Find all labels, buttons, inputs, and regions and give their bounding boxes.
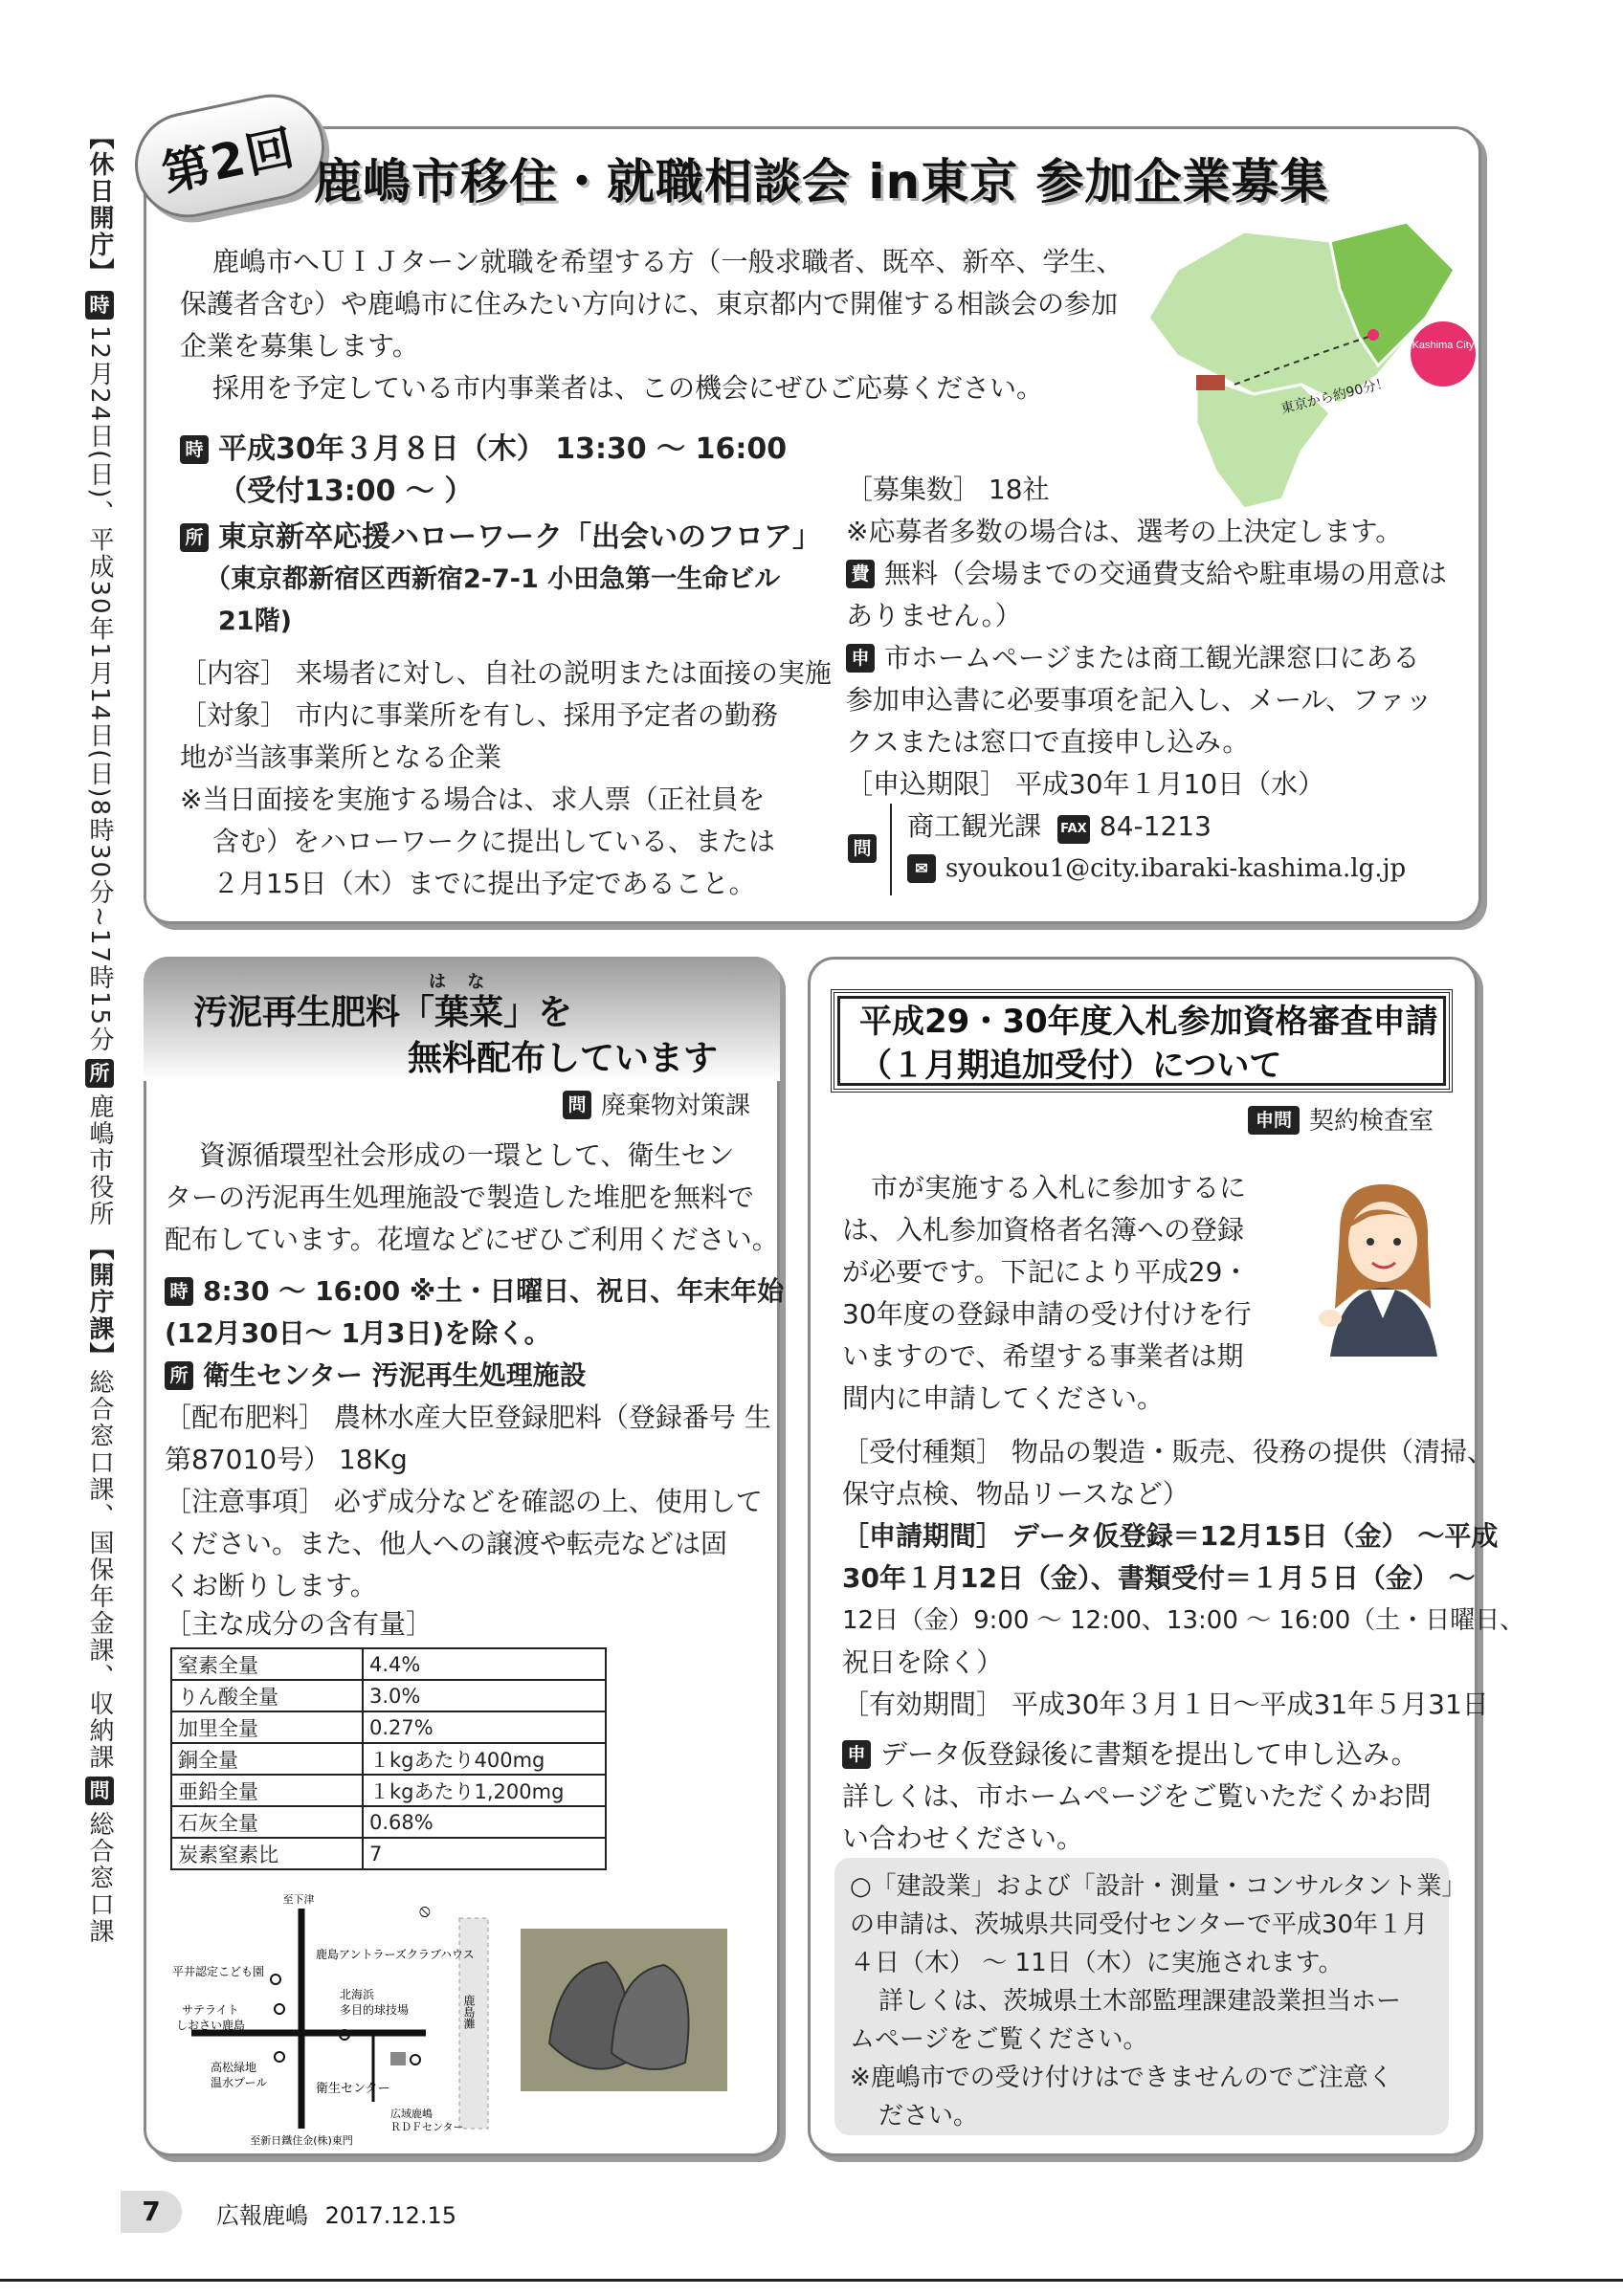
- bid-title-2: （１月期追加受付）について: [859, 1047, 1282, 1085]
- side-open-label: 【休日開庁】: [85, 124, 114, 285]
- table-row: [171, 1838, 606, 1869]
- map-bottom-label: 至新日鐵住金(株)東門: [250, 2134, 353, 2147]
- bid-apply-2: 詳しくは、市ホームページをご覧いただくかお問: [842, 1780, 1432, 1812]
- side-place-text: 鹿嶋市役所: [85, 1093, 114, 1228]
- bid-body-6: 間内に申請してください。: [842, 1382, 1165, 1414]
- table-cell: 4.4%: [363, 1648, 606, 1680]
- consult-deadline: ［申込期限］ 平成30年１月10日（水）: [846, 768, 1325, 800]
- email-icon: ✉: [907, 854, 936, 883]
- table-cell: １kgあたり1,200mg: [363, 1775, 606, 1806]
- sludge-time-2: (12月30日～ 1月3日)を除く。: [165, 1317, 551, 1349]
- table-cell: 加里全量: [171, 1711, 363, 1743]
- sludge-time-row: [165, 1270, 784, 1313]
- table-cell: 銅全量: [171, 1743, 363, 1775]
- side-time-text: 12月24日(日)、平成30年1月14日(日)8時30分~17時15分: [85, 325, 114, 1054]
- sludge-fert-1: ［配布肥料］ 農林水産大臣登録肥料（登録番号 生: [165, 1402, 771, 1433]
- consult-inquiry-tag: 問: [848, 834, 877, 863]
- consult-intro-4: 採用を予定している市内事業者は、この機会にぜひご応募ください。: [212, 372, 1044, 404]
- consult-address-1: （東京都新宿区西新宿2-7-1 小田急第一生命ビル: [205, 564, 781, 594]
- fee-tag: 費: [846, 560, 875, 588]
- sludge-body-3: 配布しています。花壇などにぜひご利用ください。: [165, 1224, 779, 1255]
- consult-intro-3: 企業を募集します。: [180, 330, 419, 362]
- consult-note-1: ※当日面接を実施する場合は、求人票（正社員を: [180, 784, 766, 815]
- table-cell: 0.27%: [363, 1711, 606, 1743]
- consult-fee-1: 無料（会場までの交通費支給や駐車場の用意は: [884, 558, 1448, 589]
- map-time-label: 東京から約90分！: [1279, 375, 1391, 417]
- map-club: 鹿島アントラーズクラブハウス: [316, 1948, 475, 1961]
- consult-content: ［内容］ 来場者に対し、自社の説明または面接の実施: [180, 657, 832, 689]
- table-cell: 窒素全量: [171, 1648, 363, 1680]
- bid-body-5: いますので、希望する事業者は期: [842, 1340, 1244, 1372]
- bid-apply-tag: 申: [842, 1740, 871, 1769]
- bid-apply-1: データ仮登録後に書類を提出して申し込み。: [880, 1738, 1418, 1770]
- side-dept-label: 【開庁課】: [85, 1235, 114, 1370]
- map-rdf-2: ＲＤＦセンター: [390, 2121, 464, 2133]
- apply-tag: 申: [846, 644, 875, 673]
- side-column: [80, 124, 119, 1945]
- side-inquiry-tag: 問: [85, 1777, 114, 1805]
- bid-note-5: ムページをご覧ください。: [850, 2025, 1148, 2054]
- consult-venue-row: [180, 517, 821, 559]
- table-cell: 亜鉛全量: [171, 1775, 363, 1806]
- bid-note-4: 詳しくは、茨城県土木部監理課建設業担当ホー: [878, 1987, 1402, 2016]
- bid-period-1: ［申請期間］ データ仮登録＝12月15日（金） ～平成: [842, 1520, 1499, 1552]
- bid-apply-row: [842, 1733, 1418, 1776]
- consult-badge: 第2回: [157, 119, 301, 202]
- table-cell: 0.68%: [363, 1806, 606, 1838]
- table-row: [171, 1775, 606, 1806]
- map-pool-2: 温水プール: [211, 2076, 268, 2089]
- consult-venue: 東京新卒応援ハローワーク「出会いのフロア」: [218, 520, 821, 554]
- route-map: [172, 1889, 498, 2148]
- side-inquiry-text: 総合窓口課: [85, 1811, 114, 1946]
- map-sea: 鹿島灘: [462, 1995, 476, 2029]
- table-row: [171, 1806, 606, 1838]
- sludge-time-1: 8:30 ～ 16:00 ※土・日曜日、祝日、年末年始: [203, 1275, 785, 1307]
- sludge-inquiry-dept: 廃棄物対策課: [601, 1092, 751, 1120]
- map-city-label: Kashima City: [1412, 340, 1475, 351]
- bid-period-4: 祝日を除く）: [842, 1646, 1004, 1678]
- table-cell: 7: [363, 1838, 606, 1869]
- staff-illustration: [1311, 1175, 1455, 1357]
- sludge-title-1: 汚泥再生肥料「葉菜」を: [193, 993, 573, 1032]
- table-cell: 3.0%: [363, 1680, 606, 1711]
- sludge-ruby: は な: [429, 972, 493, 992]
- bid-inquiry-tag: 申問: [1248, 1106, 1300, 1135]
- consult-apply-row: [846, 637, 1419, 679]
- consult-apply-2: 参加申込書に必要事項を記入し、メール、ファッ: [846, 684, 1433, 716]
- consult-note-3: ２月15日（木）までに提出予定であること。: [212, 868, 756, 899]
- sludge-time-tag: 時: [165, 1277, 193, 1306]
- consult-email-line: [907, 848, 1406, 890]
- bid-note-2: の申請は、茨城県共同受付センターで平成30年１月: [850, 1910, 1429, 1939]
- sludge-body-2: ターの汚泥再生処理施設で製造した堆肥を無料で: [165, 1181, 755, 1213]
- bid-note-6: ※鹿嶋市での受け付けはできませんのでご注意く: [850, 2064, 1393, 2092]
- sludge-caution-1: ［注意事項］ 必ず成分などを確認の上、使用して: [165, 1486, 763, 1517]
- map-field-2: 多目的球技場: [340, 2003, 410, 2017]
- component-table: [170, 1647, 607, 1870]
- side-dept-text: 総合窓口課、国保年金課、収納課: [85, 1369, 114, 1772]
- consult-target-1: ［対象］ 市内に事業所を有し、採用予定者の勤務: [180, 699, 778, 731]
- sludge-place: 衛生センター 汚泥再生処理施設: [203, 1359, 587, 1391]
- bid-type-2: 保守点検、物品リースなど）: [842, 1478, 1189, 1510]
- map-center: 衛生センター: [316, 2082, 390, 2096]
- fax-icon: FAX: [1057, 815, 1090, 844]
- sludge-title-2: 無料配布しています: [408, 1039, 719, 1078]
- consult-address-2: 21階): [218, 607, 292, 636]
- consult-date-row: [180, 429, 787, 471]
- bid-inquiry-dept: 契約検査室: [1309, 1107, 1434, 1136]
- bid-note-3: ４日（木） ～ 11日（木）に実施されます。: [850, 1949, 1344, 1977]
- consult-note-2: 含む）をハローワークに提出している、または: [212, 826, 776, 857]
- bid-body-3: が必要です。下記により平成29・: [842, 1256, 1250, 1288]
- bid-type-1: ［受付種類］ 物品の製造・販売、役務の提供（清掃、: [842, 1436, 1494, 1468]
- map-top-label: 至下津: [282, 1893, 315, 1906]
- sludge-body-1: 資源循環型社会形成の一環として、衛生セン: [199, 1139, 735, 1171]
- inquiry-divider: [890, 804, 892, 895]
- sludge-table-title: ［主な成分の含有量］: [165, 1608, 434, 1640]
- svg-text:⦸: ⦸: [419, 1901, 431, 1921]
- map-satellite-1: サテライト: [182, 2003, 239, 2017]
- consult-fax: 84-1213: [1099, 810, 1212, 842]
- sludge-fert-2: 第87010号） 18Kg: [165, 1444, 408, 1475]
- table-row: [171, 1743, 606, 1775]
- consult-title: 鹿嶋市移住・就職相談会 in東京 参加企業募集: [314, 154, 1329, 210]
- consult-fee-row: [846, 553, 1447, 595]
- bid-valid: ［有効期間］ 平成30年３月１日～平成31年５月31日: [842, 1689, 1489, 1720]
- publication-date: 2017.12.15: [324, 2202, 457, 2229]
- bid-body-4: 30年度の登録申請の受け付けを行: [842, 1298, 1252, 1330]
- map-pool-1: 高松緑地: [211, 2061, 257, 2074]
- place-tag: 所: [180, 523, 209, 552]
- table-cell: １kgあたり400mg: [363, 1743, 606, 1775]
- bottom-rule: [0, 2279, 1623, 2282]
- bid-apply-3: い合わせください。: [842, 1822, 1084, 1854]
- consult-date: 平成30年３月８日（木） 13:30 ～ 16:00: [218, 432, 788, 466]
- map-field-1: 北海浜: [340, 1988, 375, 2001]
- consult-intro-1: 鹿嶋市へＵＩＪターン就職を希望する方（一般求職者、既卒、新卒、学生、: [212, 246, 1123, 277]
- bid-note-7: ださい。: [878, 2102, 979, 2130]
- bid-period-3: 12日（金）9:00 ～ 12:00、13:00 ～ 16:00（土・日曜日、: [842, 1606, 1525, 1635]
- bid-body-2: は、入札参加資格者名簿への登録: [842, 1214, 1245, 1246]
- consult-fee-2: ありません。）: [846, 600, 1022, 631]
- consult-email[interactable]: syoukou1@city.ibaraki-kashima.lg.jp: [945, 854, 1407, 883]
- map-satellite-2: しおさい鹿島: [176, 2019, 246, 2032]
- bid-period-2: 30年１月12日（金）、書類受付＝１月５日（金） ～: [842, 1562, 1476, 1594]
- table-row: [171, 1711, 606, 1743]
- table-row: [171, 1648, 606, 1680]
- consult-intro-2: 保護者含む）や鹿嶋市に住みたい方向けに、東京都内で開催する相談会の参加: [180, 288, 1119, 320]
- consult-apply-1: 市ホームページまたは商工観光課窓口にある: [884, 642, 1420, 673]
- publication-name: 広報鹿嶋: [216, 2202, 308, 2229]
- consult-count: ［募集数］ 18社: [846, 474, 1050, 505]
- sludge-place-row: [165, 1355, 587, 1397]
- sludge-place-tag: 所: [165, 1361, 193, 1390]
- kanto-map: [1139, 212, 1502, 519]
- sludge-caution-3: くお断りします。: [165, 1570, 377, 1601]
- map-rdf-1: 広域鹿嶋: [390, 2108, 433, 2120]
- bid-inquiry: [1248, 1100, 1434, 1142]
- table-cell: 石灰全量: [171, 1806, 363, 1838]
- map-kindergarten: 平井認定こども園: [172, 1965, 265, 1978]
- side-place-tag: 所: [85, 1059, 114, 1088]
- time-tag: 時: [180, 435, 209, 464]
- sludge-caution-2: ください。また、他人への譲渡や転売などは固: [165, 1528, 728, 1559]
- table-row: [171, 1680, 606, 1711]
- bid-note-1: ○「建設業」および「設計・測量・コンサルタント業」: [850, 1872, 1467, 1901]
- sludge-inquiry: [563, 1085, 750, 1127]
- side-time-tag: 時: [85, 291, 114, 320]
- bid-body-1: 市が実施する入札に参加するに: [871, 1172, 1247, 1203]
- compost-bag-photo: [521, 1929, 727, 2091]
- consult-apply-3: クスまたは窓口で直接申し込み。: [846, 726, 1250, 758]
- sludge-inquiry-tag: 問: [563, 1091, 591, 1119]
- bid-title-1: 平成29・30年度入札参加資格審査申請: [859, 1003, 1438, 1041]
- consult-inquiry-dept: 商工観光課: [907, 810, 1042, 842]
- consult-inquiry-line: [907, 806, 1212, 848]
- consult-reception: （受付13:00 ～ ）: [218, 475, 474, 508]
- consult-target-2: 地が当該事業所となる企業: [180, 741, 502, 773]
- page-number: 7: [121, 2191, 182, 2233]
- table-cell: りん酸全量: [171, 1680, 363, 1711]
- consult-count-note: ※応募者多数の場合は、選考の上決定します。: [846, 516, 1403, 547]
- footer-publication-line: [216, 2197, 456, 2230]
- table-cell: 炭素窒素比: [171, 1838, 363, 1869]
